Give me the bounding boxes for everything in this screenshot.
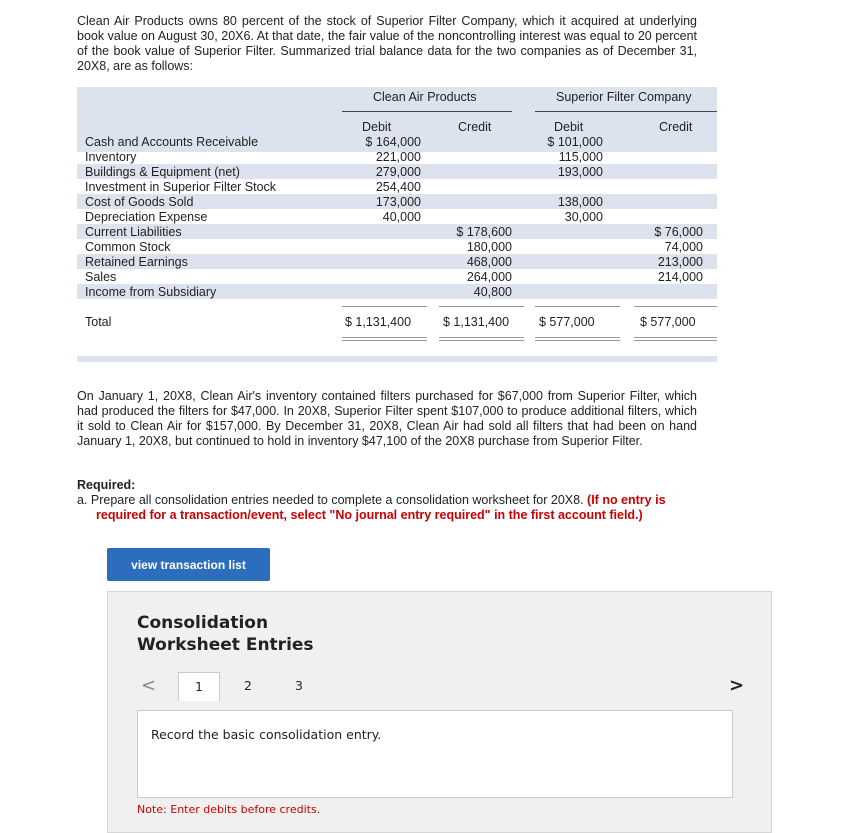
row-value-c1c: 468,000: [466, 255, 512, 269]
row-label: Cash and Accounts Receivable: [85, 135, 259, 149]
row-value-c1d: $ 164,000: [365, 135, 421, 149]
record-instruction: Record the basic consolidation entry.: [151, 727, 382, 742]
required-section: [77, 478, 697, 523]
company2-header-rule: [535, 111, 717, 112]
row-value-c1c: 264,000: [466, 270, 512, 284]
page-tab-1[interactable]: 1: [178, 672, 220, 701]
c1-credit-header: Credit: [458, 120, 492, 134]
panel-title: [137, 612, 314, 656]
row-value-c2d: 138,000: [557, 195, 603, 209]
record-entry-box: [137, 710, 733, 798]
row-value-c2c: 213,000: [657, 255, 703, 269]
row-value-c1c: 40,800: [473, 285, 512, 299]
row-value-c1d: 221,000: [375, 150, 421, 164]
page-tab-3[interactable]: 3: [295, 678, 303, 693]
total-c2-debit: $ 577,000: [539, 315, 595, 329]
row-value-c2c: 74,000: [664, 240, 703, 254]
row-value-c1c: $ 178,600: [456, 225, 512, 239]
prev-chevron-icon[interactable]: <: [141, 675, 157, 696]
company1-header-rule: [342, 111, 512, 112]
row-label: Sales: [85, 270, 117, 284]
consolidation-worksheet-panel: [107, 591, 772, 833]
total-label: Total: [85, 315, 112, 329]
total-c1-debit: $ 1,131,400: [345, 315, 412, 329]
total-c1-credit: $ 1,131,400: [443, 315, 510, 329]
trial-balance-table: [77, 87, 717, 362]
row-value-c2d: 30,000: [564, 210, 603, 224]
row-label: Common Stock: [85, 240, 171, 254]
panel-title-line2: Worksheet Entries: [137, 635, 314, 655]
row-value-c2c: $ 76,000: [654, 225, 703, 239]
row-label: Cost of Goods Sold: [85, 195, 194, 209]
row-label: Retained Earnings: [85, 255, 188, 269]
row-label: Inventory: [85, 150, 137, 164]
required-title: Required:: [77, 478, 136, 492]
required-instruction-1: (If no entry is: [587, 493, 666, 507]
page-tab-2[interactable]: 2: [244, 678, 252, 693]
row-value-c2c: 214,000: [657, 270, 703, 284]
row-value-c1d: 254,400: [375, 180, 421, 194]
row-label: Investment in Superior Filter Stock: [85, 180, 277, 194]
c1-debit-header: Debit: [362, 120, 392, 134]
c2-debit-header: Debit: [554, 120, 584, 134]
required-item-a: [77, 493, 697, 508]
row-value-c2d: 115,000: [558, 150, 603, 164]
row-value-c1d: 173,000: [375, 195, 421, 209]
c2-credit-header: Credit: [659, 120, 693, 134]
row-value-c1d: 279,000: [375, 165, 421, 179]
table-footer-band: [77, 356, 717, 362]
intro-paragraph: Clean Air Products owns 80 percent of the stock of Superior Filter Company, which it acquired at underlying book value on August 30, 20X6. At that date, the fair value of the noncontrolling interest was equal to 20 percent of the book value of Superior Filter. Summarized trial balance data for the two companies as of December 31, 20X8, are as follows:: [77, 14, 697, 73]
row-label: Buildings & Equipment (net): [85, 165, 240, 179]
panel-title-line1: Consolidation: [137, 613, 269, 633]
next-chevron-icon[interactable]: >: [729, 675, 745, 696]
required-item-text: a. Prepare all consolidation entries needed to complete a consolidation worksheet for 20X8.: [77, 493, 588, 507]
company1-header: Clean Air Products: [373, 90, 477, 104]
row-value-c1c: 180,000: [466, 240, 512, 254]
debits-note: Note: Enter debits before credits.: [137, 803, 321, 816]
row-label: Depreciation Expense: [85, 210, 208, 224]
row-value-c2d: $ 101,000: [547, 135, 603, 149]
row-label: Current Liabilities: [85, 225, 182, 239]
required-instruction-2: required for a transaction/event, select "No journal entry required" in the first account field.): [96, 508, 643, 522]
row-value-c1d: 40,000: [382, 210, 421, 224]
row-label: Income from Subsidiary: [85, 285, 217, 299]
row-value-c2d: 193,000: [557, 165, 603, 179]
transaction-info-paragraph: On January 1, 20X8, Clean Air's inventory contained filters purchased for $67,000 from Superior Filter, which had produced the filters for $47,000. In 20X8, Superior Filter spent $107,000 to produce additional filters, which it sold to Clean Air for $157,000. By December 31, 20X8, Clean Air had sold all filters that had been on hand January 1, 20X8, but continued to hold in inventory $47,100 of the 20X8 purchase from Superior Filter.: [77, 389, 697, 448]
company2-header: Superior Filter Company: [556, 90, 692, 104]
total-c2-credit: $ 577,000: [640, 315, 696, 329]
view-transaction-list-button[interactable]: view transaction list: [107, 548, 270, 581]
